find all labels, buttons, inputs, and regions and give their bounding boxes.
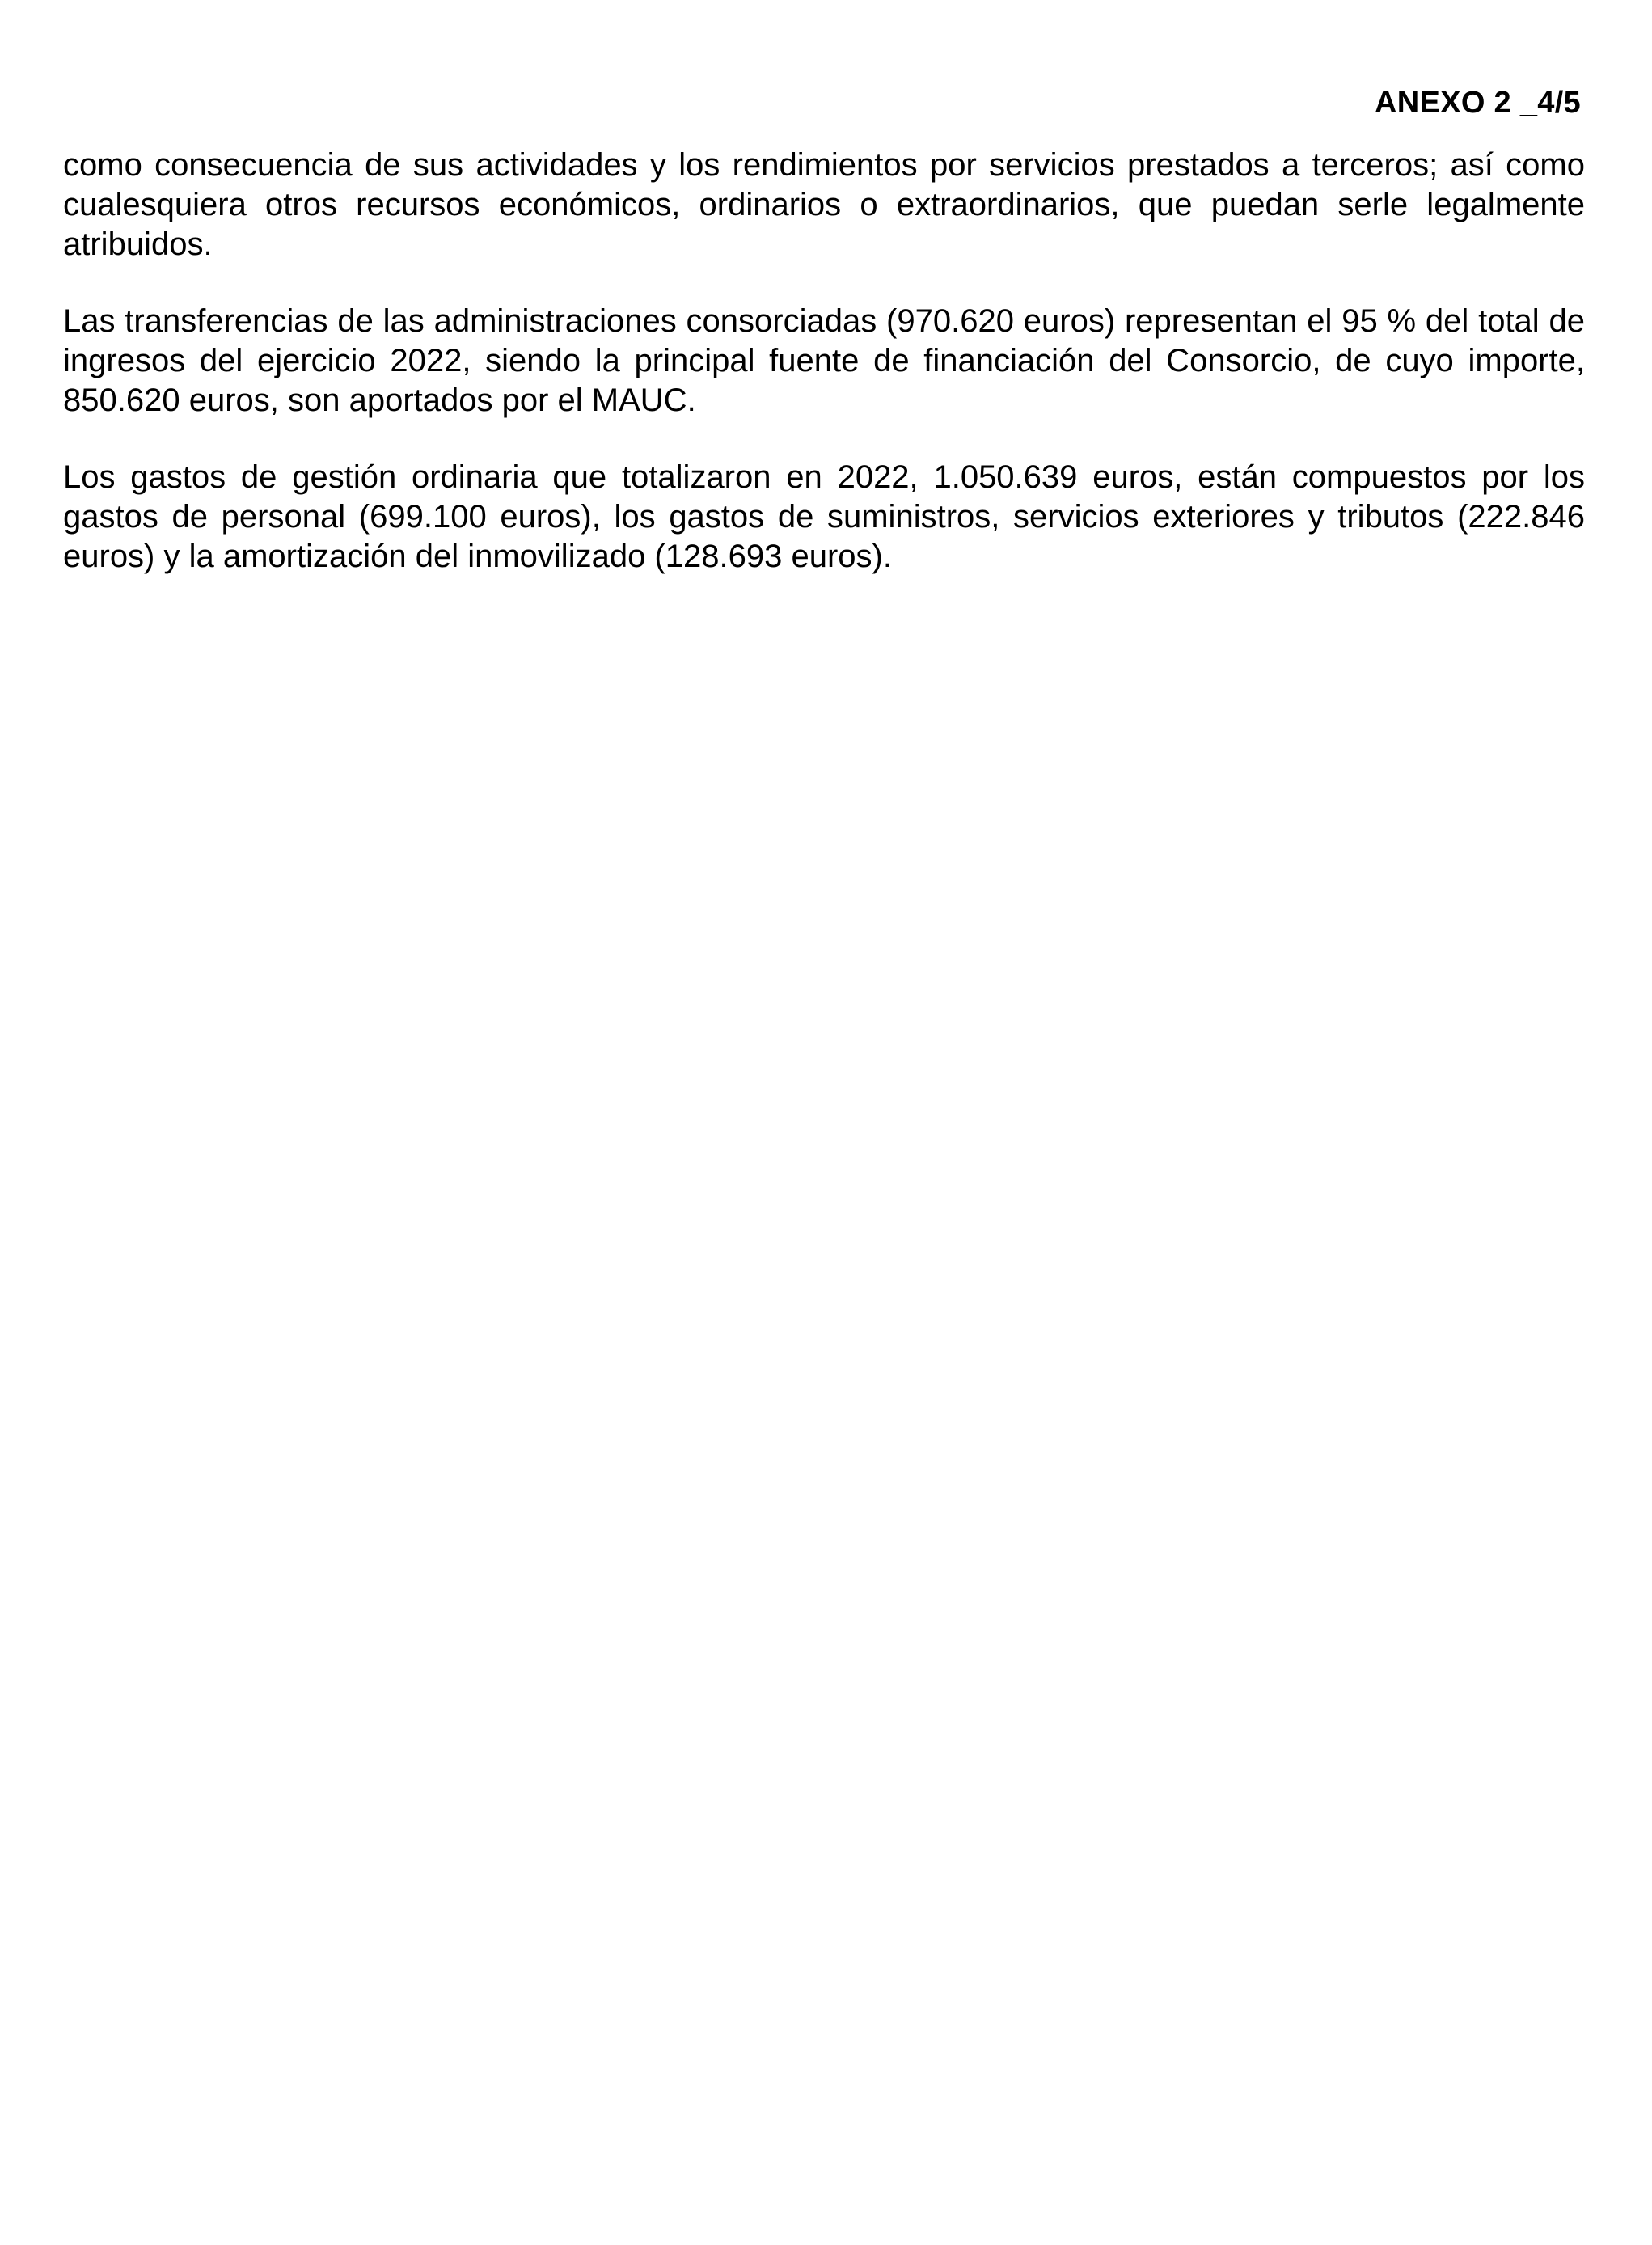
document-body — [63, 146, 1585, 614]
annex-page-header: ANEXO 2 _4/5 — [1375, 86, 1581, 120]
paragraph-expenses: Los gastos de gestión ordinaria que totalizaron en 2022, 1.050.639 euros, están compuestos por los gastos de personal (699.100 euros), los gastos de suministros, servicios exteriores y tributos (222.846 euros) y la amortización del inmovilizado (128.693 euros). — [63, 459, 1585, 574]
paragraph-transfers: Las transferencias de las administraciones consorciadas (970.620 euros) representan el 95 % del total de ingresos del ejercicio 2022, siendo la principal fuente de financiación del Consorcio, de cuyo importe, 850.620 euros, son aportados por el MAUC. — [63, 303, 1585, 418]
paragraph-income-sources: como consecuencia de sus actividades y los rendimientos por servicios prestados a terceros; así como cualesquiera otros recursos económicos, ordinarios o extraordinarios, que puedan serle legalmente atribuidos. — [63, 147, 1585, 262]
